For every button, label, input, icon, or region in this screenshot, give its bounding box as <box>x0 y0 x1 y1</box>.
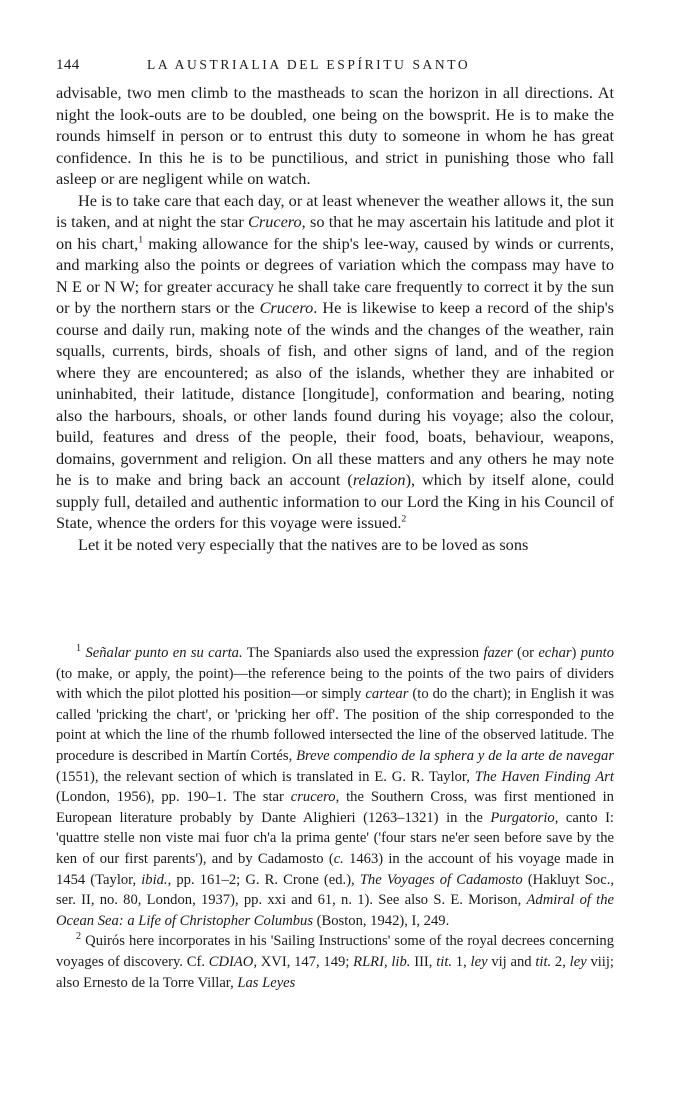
text-run: ) <box>571 645 581 661</box>
italic-term: Crucero <box>248 212 302 231</box>
italic-text: Señalar punto en su carta. <box>85 645 243 661</box>
page-number: 144 <box>56 57 80 73</box>
italic-term: relazion <box>352 470 406 489</box>
text-run: (or <box>512 645 539 661</box>
footnote-1 <box>56 643 614 931</box>
text-run: He is to take care that each day, or at least whenever the weather allows it, the sun is taken, and at night the star <box>56 190 614 231</box>
italic-text: The Haven Finding Art <box>474 768 614 785</box>
italic-text: fazer <box>483 645 513 661</box>
text-run: , canto I: 'quattre stelle non viste mai fuor ch'a la prima gente' ('four stars ne'er seen before save by the ken of our first parents'), and by Cadamosto ( <box>56 809 614 867</box>
paragraph-watch-duties: advisable, two men climb to the mastheads to scan the horizon in all directions. At night the look-outs are to be doubled, one being on the bowsprit. He is to make the rounds himself in person or to entrust this duty to someone in whom he has great confidence. In this he is to be punctilious, and strict in punishing those who fall asleep or are negligent while on watch. <box>56 83 614 188</box>
footnote-ref-2: 2 <box>401 513 407 525</box>
text-run: ), which by itself alone, could supply full, detailed and authentic information to our Lord the King in his Council of State, whence the orders for this voyage were issued. <box>56 470 614 532</box>
italic-text: tit. <box>535 953 552 970</box>
footnotes <box>56 643 614 993</box>
text-run: (1551), the relevant section of which is translated in E. G. R. Taylor, <box>56 768 475 785</box>
footnote-ref-1: 1 <box>138 234 144 246</box>
text-run: (to make, or apply, the point)—the reference being to the points of the two pairs of dividers with which the pilot plotted his position—or simply <box>56 665 614 703</box>
text-run: III, <box>410 953 437 970</box>
paragraph-natives: Let it be noted very especially that the natives are to be loved as sons <box>78 534 529 554</box>
text-run: 1463) in the account of his voyage made in 1454 (Taylor, <box>56 850 614 888</box>
text-run: 2, <box>551 953 570 970</box>
text-run: (Boston, 1942), I, 249. <box>313 912 450 929</box>
italic-text: c. <box>333 850 344 867</box>
text-run: (to do the chart); in English it was called 'pricking the chart', or 'pricking her off'. The position of the ship corresponded to the point at which the line of the rhumb followed intersected the line of the observed latitude. The procedure is described in Martín Cortés, <box>56 686 614 764</box>
italic-text: Breve compendio de la sphera y de la arte de navegar <box>296 747 615 764</box>
text-run: , so that he may ascertain his latitude and plot it on his chart, <box>56 212 614 253</box>
text-run: The Spaniards also used the expression <box>242 645 484 661</box>
text-run: . He is likewise to keep a record of the ship's course and daily run, making note of the winds and the changes of the weather, rain squalls, currents, birds, shoals of fish, and other signs of land, and of the region where they are encountered; as also of the islands, whether they are inhabited or uninhabited, their latitude, distance [longitude], conformation and bearing, noting also the harbours, shoals, or other lands found during his voyage; also the colour, build, features and dress of the people, their food, boats, behaviour, weapons, domains, government and religion. On all these matters and any others he may note he is to make and bring back an account ( <box>56 298 614 489</box>
text-run: vij and <box>487 953 536 970</box>
text-run: Quirós here incorporates in his 'Sailing Instructions' some of the royal decrees concerning voyages of discovery. Cf. <box>56 933 614 970</box>
italic-text: crucero <box>290 789 336 806</box>
text-run: 1, <box>452 953 471 970</box>
text-run: , pp. 161–2; G. R. Crone (ed.), <box>167 871 360 888</box>
paragraph-navigation-record <box>56 190 614 534</box>
footnote-2 <box>56 931 614 993</box>
italic-text: RLRI, lib. <box>353 953 411 970</box>
text-run: , XVI, 147, 149; <box>253 953 354 970</box>
italic-text: echar <box>538 645 572 661</box>
italic-text: cartear <box>365 686 409 703</box>
italic-text: ibid. <box>141 871 168 888</box>
page-header <box>56 57 616 81</box>
italic-text: Las Leyes <box>237 974 296 991</box>
italic-text: ley <box>569 953 587 970</box>
running-title: LA AUSTRIALIA DEL ESPÍRITU SANTO <box>147 57 471 72</box>
italic-text: Admiral of the Ocean Sea: a Life of Christopher Columbus <box>56 892 614 929</box>
italic-text: tit. <box>436 953 453 970</box>
text-run: (Hakluyt Soc., ser. II, no. 80, London, 1937), pp. xxi and 61, n. 1). See also S. E. Morison, <box>56 871 614 909</box>
text-run: (London, 1956), pp. 190–1. The star <box>56 789 291 806</box>
footnote-mark: 1 <box>76 643 82 655</box>
footnote-mark: 2 <box>76 931 82 943</box>
italic-text: CDIAO <box>208 953 254 970</box>
italic-text: The Voyages of Cadamosto <box>359 871 523 888</box>
italic-text: Purgatorio <box>490 809 555 826</box>
text-run: , the Southern Cross, was first mentioned in European literature probably by Dante Alighieri (1263–1321) in the <box>56 789 614 826</box>
italic-text: ley <box>470 953 488 970</box>
italic-text: punto <box>580 645 614 661</box>
italic-term: Crucero <box>259 298 314 317</box>
main-text <box>56 82 614 555</box>
text-run: viij; also Ernesto de la Torre Villar, <box>56 953 614 991</box>
text-run: making allowance for the ship's lee-way, caused by winds or currents, and marking also the points or degrees of variation which the compass may have to N E or N W; for greater accuracy he shall take care frequently to correct it by the sun or by the northern stars or the <box>56 233 614 317</box>
